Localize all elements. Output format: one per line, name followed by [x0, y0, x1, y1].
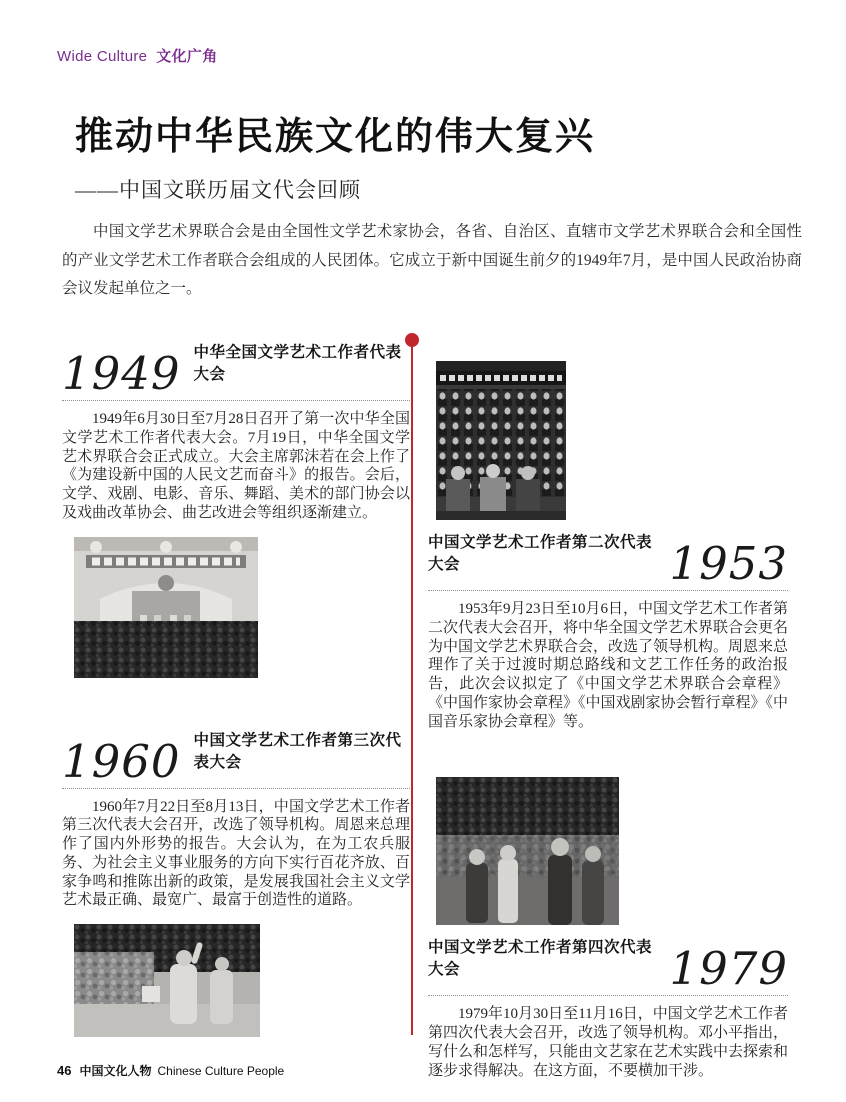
section-1979-body: 1979年10月30日至11月16日，中国文学艺术工作者第四次代表大会召开，改选了领导机构。邓小平指出，写什么和怎样写，只能由文艺家在艺术实践中去探索和逐步求得解决。在这方面，不要横加干涉。 — [428, 1006, 789, 1079]
section-tag-zh: 文化广角 — [156, 48, 218, 65]
section-1979 — [428, 777, 788, 1080]
page-number: 46 — [57, 1063, 72, 1078]
photo-1960-third-congress — [74, 924, 410, 1037]
section-1949-heading — [62, 340, 410, 401]
section-1953-title: 中国文学艺术工作者第二次代表大会 — [428, 534, 653, 573]
magazine-name-en: Chinese Culture People — [157, 1064, 285, 1078]
section-1979-heading — [428, 935, 788, 996]
photo-1953-illustration — [436, 361, 566, 520]
photo-1953-second-congress — [436, 361, 788, 520]
timeline-column-left — [62, 340, 410, 1037]
year-1979: 1979 — [669, 942, 788, 996]
page-header — [57, 45, 218, 66]
year-1949: 1949 — [62, 347, 181, 401]
section-1953-body: 1953年9月23日至10月6日，中国文学艺术工作者第二次代表大会召开，将中华全国文学艺术界联合会更名为中国文学艺术界联合会，改选了领导机构。周恩来总理作了关于过渡时期总路线和文艺工作任务的政治报告，此次会议拟定了《中国文学艺术界联合会章程》《中国作家协会章程》《中国戏剧家协会暂行章程》《中国音乐家协会章程》等。 — [428, 601, 789, 730]
page-footer — [57, 1062, 284, 1079]
photo-1960-illustration — [74, 924, 260, 1037]
photo-1979-illustration — [436, 777, 619, 925]
article-intro: 中国文学艺术界联合会是由全国性文学艺术家协会，各省、自治区、直辖市文学艺术界联合会和全国性的产业文学艺术工作者联合会组成的人民团体。它成立于新中国诞生前夕的1949年7月，是中国人民政治协商会议发起单位之一。 — [62, 223, 802, 298]
photo-1949-first-congress — [74, 537, 410, 678]
section-1960-heading — [62, 728, 410, 789]
article-subtitle: ——中国文联历届文代会回顾 — [75, 178, 361, 202]
photo-1979-fourth-congress — [436, 777, 788, 925]
timeline-line — [411, 340, 413, 1035]
section-1960-title: 中国文学艺术工作者第三次代表大会 — [193, 731, 402, 771]
section-tag-en: Wide Culture — [57, 48, 148, 65]
section-1949-body: 1949年6月30日至7月28日召开了第一次中华全国文学艺术工作者代表大会。7月19日，中华全国文学艺术界联合会正式成立。大会主席郭沫若在会上作了《为建设新中国的人民文艺而奋斗》的报告。会后，文学、戏剧、电影、音乐、舞蹈、美术的部门协会以及戏曲改革协会、曲艺改进会等组织逐渐建立。 — [62, 411, 410, 521]
section-1953-heading — [428, 530, 788, 591]
magazine-name-zh: 中国文化人物 — [79, 1064, 152, 1078]
section-1960-body: 1960年7月22日至8月13日，中国文学艺术工作者第三次代表大会召开，改选了领导机构。周恩来总理作了国内外形势的报告。大会认为，在为工农兵服务、为社会主义事业服务的方向下实行百花齐放、百家争鸣和推陈出新的政策，是发展我国社会主义文学艺术最正确、最宽广、最富于创造性的道路。 — [62, 798, 410, 909]
section-1949 — [62, 340, 410, 678]
photo-1949-illustration — [74, 537, 258, 678]
article-title: 推动中华民族文化的伟大复兴 — [75, 116, 596, 158]
timeline-column-right — [428, 361, 788, 1080]
year-1953: 1953 — [669, 537, 788, 591]
year-1960: 1960 — [62, 734, 181, 788]
section-1953 — [428, 361, 788, 731]
section-1949-title: 中华全国文学艺术工作者代表大会 — [193, 344, 402, 383]
section-1979-title: 中国文学艺术工作者第四次代表大会 — [428, 939, 653, 979]
section-1960 — [62, 728, 410, 1038]
